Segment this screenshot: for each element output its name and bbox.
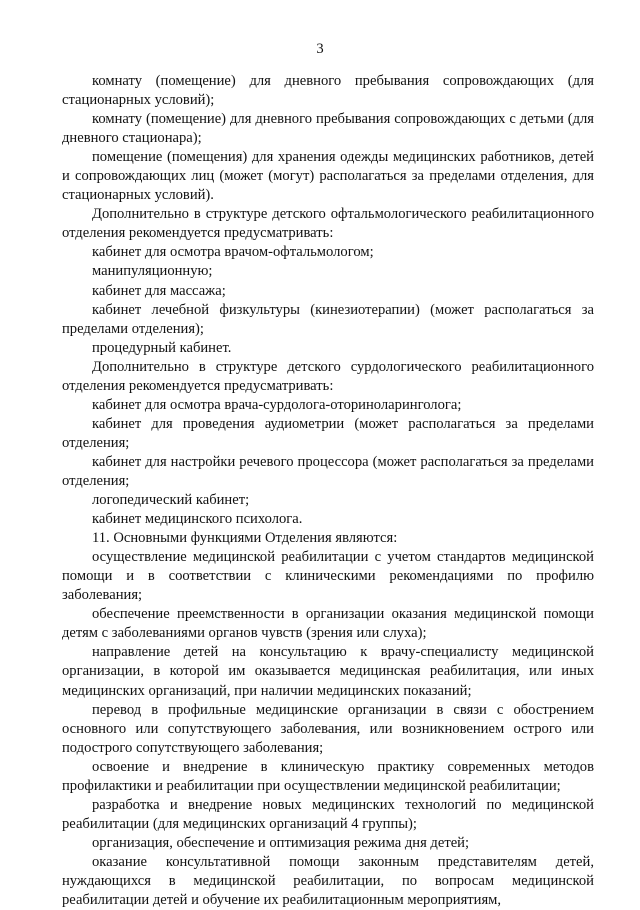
paragraph-ophthalmology-structure: Дополнительно в структуре детского офтальмологического реабилитационного отделения рекомендуется предусматривать: <box>62 206 594 242</box>
list-item-function-transfer: перевод в профильные медицинские организации в связи с обострением основного или сопутствующего заболевания, или возникновением острого или подострого сопутствующего заболевания; <box>62 701 594 756</box>
list-item-function-consultation: оказание консультативной помощи законным представителям детей, нуждающихся в медицинской реабилитации, по вопросам медицинской реабилитации детей и обучение их реабилитационным мероприятиям, <box>62 853 594 909</box>
list-item-audiologist-office: кабинет для осмотра врача-сурдолога-оториноларинголога; <box>92 396 462 413</box>
list-item-speech-therapy-room: логопедический кабинет; <box>92 492 250 509</box>
list-item-speech-processor-room: кабинет для настройки речевого процессора (может располагаться за пределами отделения; <box>62 453 594 489</box>
list-item-physiotherapy-room: кабинет лечебной физкультуры (кинезиотерапии) (может располагаться за пределами отделения); <box>62 301 594 337</box>
paragraph-day-room-day-hospital: комнату (помещение) для дневного пребывания сопровождающих с детьми (для дневного стационара); <box>62 111 594 147</box>
page-number: 3 <box>316 41 324 57</box>
list-item-function-continuity: обеспечение преемственности в организации оказания медицинской помощи детям с заболеваниями органов чувств (зрения или слуха); <box>62 606 594 642</box>
list-item-massage-room: кабинет для массажа; <box>92 282 226 299</box>
list-item-function-daily-routine: организация, обеспечение и оптимизация режима дня детей; <box>92 834 470 851</box>
body-text <box>62 72 594 910</box>
paragraph-day-room-inpatient: комнату (помещение) для дневного пребывания сопровождающих (для стационарных условий); <box>62 73 594 109</box>
list-item-procedure-room: процедурный кабинет. <box>92 339 232 356</box>
list-item-manipulation-room: манипуляционную; <box>92 263 213 280</box>
list-item-function-technologies: разработка и внедрение новых медицинских технологий по медицинской реабилитации (для медицинских организаций 4 группы); <box>62 796 594 832</box>
paragraph-clothing-storage: помещение (помещения) для хранения одежды медицинских работников, детей и сопровождающих лиц (может (могут) располагаться за пределами отделения, для стационарных условий). <box>62 149 594 204</box>
paragraph-audiology-structure: Дополнительно в структуре детского сурдологического реабилитационного отделения рекомендуется предусматривать: <box>62 358 594 394</box>
list-item-psychologist-office: кабинет медицинского психолога. <box>92 511 303 528</box>
list-item-function-methods: освоение и внедрение в клиническую практику современных методов профилактики и реабилитации при осуществлении медицинской реабилитации; <box>62 758 594 794</box>
list-item-function-rehabilitation: осуществление медицинской реабилитации с учетом стандартов медицинской помощи и в соответствии с клиническими рекомендациями по профилю заболевания; <box>62 549 594 604</box>
list-item-ophthalmologist-office: кабинет для осмотра врачом-офтальмологом; <box>92 244 374 261</box>
list-item-audiometry-room: кабинет для проведения аудиометрии (может располагаться за пределами отделения; <box>62 415 594 451</box>
list-item-function-referral: направление детей на консультацию к врачу-специалисту медицинской организации, в которой им оказывается медицинская реабилитация, или иных медицинских организаций, при наличии медицинских показаний; <box>62 644 594 699</box>
section-heading-functions: 11. Основными функциями Отделения являются: <box>92 530 398 547</box>
